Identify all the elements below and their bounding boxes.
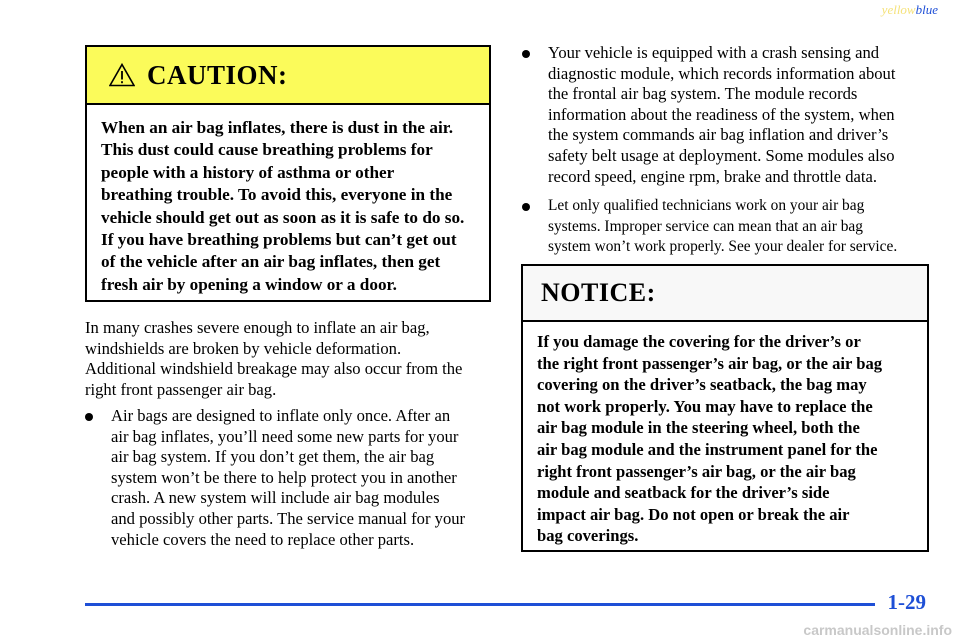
watermark: carmanualsonline.info: [803, 622, 952, 638]
notice-line: bag coverings.: [537, 526, 639, 546]
caution-text: [87, 105, 489, 296]
warning-triangle-icon: [109, 63, 135, 87]
notice-header: [523, 266, 927, 322]
notice-line: impact air bag. Do not open or break the air: [537, 504, 850, 524]
bullet-item: [520, 196, 932, 257]
bullet-line: air bag system. If you don’t get them, the air bag: [111, 447, 435, 467]
bullet-line: the system commands air bag inflation and driver’s: [548, 125, 889, 145]
bullet-line: crash. A new system will include air bag modules: [111, 488, 440, 508]
notice-line: If you damage the covering for the driver’s or: [537, 332, 861, 351]
right-bullet-list: [520, 43, 932, 257]
paragraph-line: In many crashes severe enough to inflate an air bag,: [85, 318, 430, 337]
bullet-line: Air bags are designed to inflate only once. After an: [111, 406, 451, 425]
bullet-line: system won’t be there to help protect you in another: [111, 467, 457, 487]
caution-line: When an air bag inflates, there is dust in the air.: [101, 118, 454, 137]
bullet-line: systems. Improper service can mean that an air bag: [548, 217, 863, 235]
bullet-line: diagnostic module, which records information about: [548, 63, 896, 83]
notice-box: [521, 264, 929, 552]
notice-line: air bag module and the instrument panel for the: [537, 439, 878, 459]
bullet-line: Let only qualified technicians work on your air bag: [548, 197, 865, 215]
bullet-item: [520, 43, 932, 187]
bullet-dot-icon: [522, 50, 530, 58]
bullet-line: the frontal air bag system. The module records: [548, 84, 858, 104]
paragraph-line: windshields are broken by vehicle deformation.: [85, 338, 402, 358]
left-bullet-list: [83, 406, 495, 550]
bullet-line: vehicle covers the need to replace other parts.: [111, 529, 415, 549]
bullet-line: Your vehicle is equipped with a crash sensing and: [548, 43, 880, 62]
bullet-item: [83, 406, 495, 550]
bullet-line: safety belt usage at deployment. Some modules also: [548, 145, 895, 165]
paragraph-line: Additional windshield breakage may also occur from the: [85, 359, 463, 378]
notice-line: right front passenger’s air bag, or the air bag: [537, 461, 856, 481]
bullet-line: record speed, engine rpm, brake and throttle data.: [548, 166, 877, 186]
notice-text: [523, 322, 927, 547]
notice-line: the right front passenger’s air bag, or the air bag: [537, 353, 883, 373]
page-number: 1-29: [887, 590, 926, 614]
caution-line: If you have breathing problems but can’t get out: [101, 230, 457, 250]
color-tag-yellow: yellow: [881, 2, 916, 17]
footer-divider: [85, 603, 875, 606]
bullet-dot-icon: [85, 413, 93, 421]
caution-box: [85, 45, 491, 302]
bullet-line: and possibly other parts. The service manual for your: [111, 508, 466, 528]
bullet-line: information about the readiness of the system, when: [548, 104, 895, 124]
notice-line: module and seatback for the driver’s side: [537, 483, 830, 503]
bullet-line: system won’t work properly. See your dealer for service.: [548, 237, 898, 255]
caution-line: breathing trouble. To avoid this, everyone in the: [101, 185, 453, 205]
caution-line: people with a history of asthma or other: [101, 162, 395, 182]
caution-line: vehicle should get out as soon as it is safe to do so.: [101, 207, 465, 227]
caution-header: [87, 47, 489, 105]
color-tag-blue: blue: [915, 2, 938, 17]
notice-title: NOTICE:: [541, 278, 656, 307]
notice-line: not work properly. You may have to replace the: [537, 396, 873, 416]
intro-paragraph: [85, 318, 495, 400]
bullet-line: air bag inflates, you’ll need some new parts for your: [111, 426, 459, 446]
caution-title: CAUTION:: [147, 59, 288, 90]
caution-line: of the vehicle after an air bag inflates, then get: [101, 252, 441, 272]
notice-line: air bag module in the steering wheel, both the: [537, 418, 860, 438]
caution-line: fresh air by opening a window or a door.: [101, 274, 397, 294]
caution-line: This dust could cause breathing problems for: [101, 140, 433, 160]
bullet-dot-icon: [522, 203, 530, 211]
paragraph-line: right front passenger air bag.: [85, 379, 277, 399]
color-tag: [882, 2, 938, 18]
notice-line: covering on the driver’s seatback, the bag may: [537, 375, 867, 395]
